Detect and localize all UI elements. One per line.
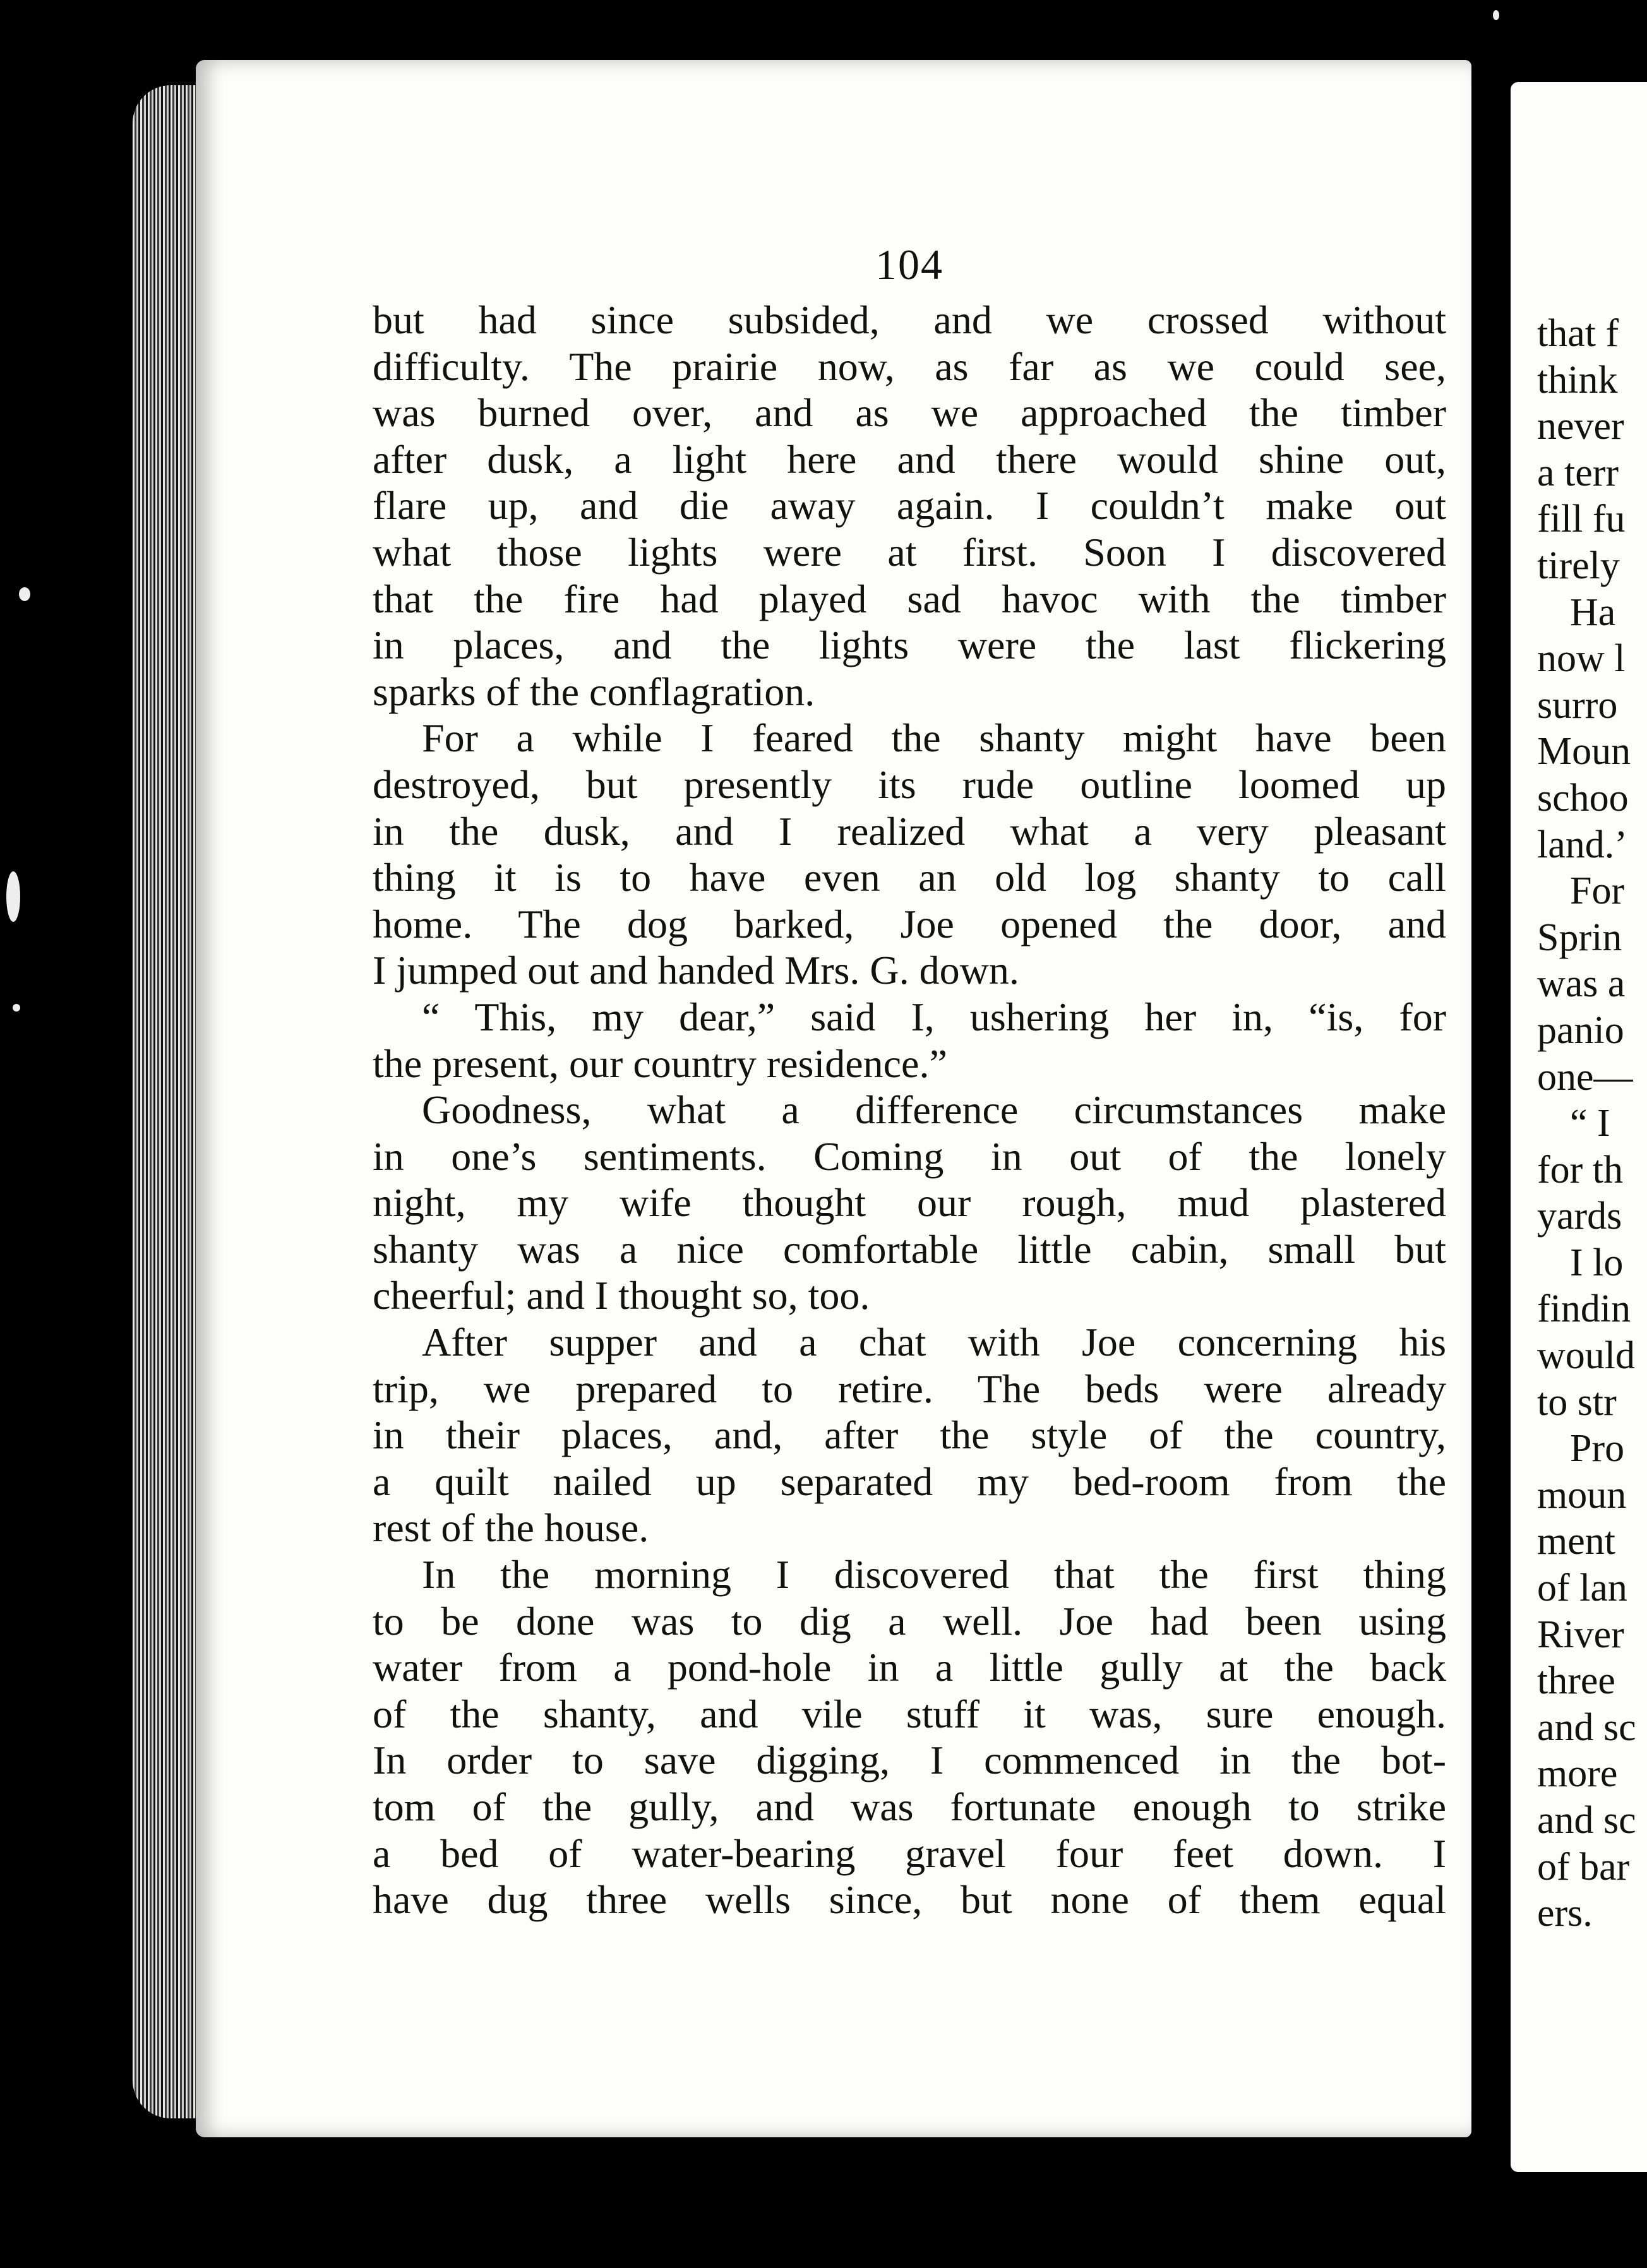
text-line: Pro xyxy=(1570,1427,1625,1471)
text-line: panio xyxy=(1537,1008,1624,1052)
text-line: In the morning I discovered that the first thing xyxy=(422,1552,1446,1597)
text-line: in one’s sentiments. Coming in out of the lonely xyxy=(373,1133,1446,1179)
text-line: surro xyxy=(1537,683,1618,727)
text-line: “ I xyxy=(1570,1102,1610,1145)
text-line: Ha xyxy=(1570,590,1616,634)
right-page-text xyxy=(1537,311,1647,1937)
text-line: After supper and a chat with Joe concerning his xyxy=(422,1320,1446,1365)
left-page-text xyxy=(373,297,1446,1923)
text-line: ers. xyxy=(1537,1892,1593,1935)
text-line: but had since subsided, and we crossed without xyxy=(373,297,1446,342)
text-line: Goodness, what a difference circumstances make xyxy=(422,1087,1446,1133)
text-line: have dug three wells since, but none of them equal xyxy=(373,1877,1446,1923)
text-line: destroyed, but presently its rude outline loomed up xyxy=(373,761,1446,807)
text-line: was a xyxy=(1537,962,1626,1006)
text-line: what those lights were at first. Soon I discovered xyxy=(373,529,1446,575)
text-line: water from a pond-hole in a little gully at the back xyxy=(373,1645,1446,1690)
right-page xyxy=(1511,82,1647,2172)
text-line: “ This, my dear,” said I, ushering her in, “is, for xyxy=(422,994,1446,1039)
text-line: a quilt nailed up separated my bed-room from the xyxy=(373,1459,1446,1504)
text-line: the present, our country residence.” xyxy=(373,1041,947,1086)
text-line: yards xyxy=(1537,1195,1622,1238)
text-line: I jumped out and handed Mrs. G. down. xyxy=(373,948,1019,993)
text-line: land.’ xyxy=(1537,823,1627,866)
text-line: of the shanty, and vile stuff it was, sure enough. xyxy=(373,1691,1446,1736)
text-line: trip, we prepared to retire. The beds were already xyxy=(373,1366,1446,1411)
text-line: rest of the house. xyxy=(373,1505,649,1551)
scan-speck xyxy=(6,871,20,922)
text-line: that f xyxy=(1537,312,1619,355)
text-line: schoo xyxy=(1537,776,1629,820)
text-line: and sc xyxy=(1537,1705,1636,1749)
text-line: tom of the gully, and was fortunate enough to strike xyxy=(373,1784,1446,1829)
text-line: to be done was to dig a well. Joe had been using xyxy=(373,1598,1446,1644)
text-line: shanty was a nice comfortable little cabin, small but xyxy=(373,1226,1446,1272)
text-line: For a while I feared the shanty might have been xyxy=(422,715,1446,761)
text-line: tirely xyxy=(1537,544,1620,587)
text-line: night, my wife thought our rough, mud plastered xyxy=(373,1180,1446,1226)
text-line: a terr xyxy=(1537,451,1619,494)
text-line: to str xyxy=(1537,1380,1617,1424)
text-line: was burned over, and as we approached the timber xyxy=(373,390,1446,436)
scan-speck xyxy=(13,1004,20,1012)
text-line: Moun xyxy=(1537,730,1631,773)
text-line: of lan xyxy=(1537,1567,1627,1610)
text-line: For xyxy=(1570,869,1625,913)
text-line: and sc xyxy=(1537,1799,1636,1842)
text-line: after dusk, a light here and there would shine out, xyxy=(373,436,1446,482)
text-line: sparks of the conflagration. xyxy=(373,669,815,714)
text-line: thing it is to have even an old log shanty to call xyxy=(373,855,1446,900)
text-line: I lo xyxy=(1570,1241,1624,1284)
text-line: three xyxy=(1537,1659,1615,1703)
text-line: In order to save digging, I commenced in the bot- xyxy=(373,1738,1446,1783)
scan-speck xyxy=(1493,10,1499,20)
text-line: one— xyxy=(1537,1055,1633,1099)
text-line: findin xyxy=(1537,1287,1631,1331)
text-line: more xyxy=(1537,1752,1618,1796)
text-line: flare up, and die away again. I couldn’t make out xyxy=(373,483,1446,528)
text-line: ment xyxy=(1537,1520,1615,1563)
text-line: River xyxy=(1537,1613,1624,1656)
text-line: in their places, and, after the style of the country, xyxy=(373,1412,1446,1458)
text-line: of bar xyxy=(1537,1845,1630,1889)
book-gutter xyxy=(1471,76,1509,2172)
text-line: a bed of water-bearing gravel four feet down. I xyxy=(373,1830,1446,1876)
text-line: Sprin xyxy=(1537,916,1622,959)
text-line: in the dusk, and I realized what a very pleasant xyxy=(373,808,1446,854)
text-line: moun xyxy=(1537,1473,1627,1517)
text-line: cheerful; and I thought so, too. xyxy=(373,1273,870,1318)
text-line: in places, and the lights were the last flickering xyxy=(373,623,1446,668)
text-line: think xyxy=(1537,358,1618,402)
text-line: never xyxy=(1537,405,1624,448)
text-line: home. The dog barked, Joe opened the door, and xyxy=(373,901,1446,946)
scan-speck xyxy=(19,587,30,601)
text-line: for th xyxy=(1537,1148,1624,1191)
text-line: that the fire had played sad havoc with the timber xyxy=(373,576,1446,621)
text-line: would xyxy=(1537,1334,1635,1378)
page-number: 104 xyxy=(875,241,943,289)
text-line: now l xyxy=(1537,637,1626,681)
text-line: difficulty. The prairie now, as far as we could see, xyxy=(373,343,1446,389)
text-line: fill fu xyxy=(1537,498,1626,541)
page-stack-edge xyxy=(133,85,196,2118)
